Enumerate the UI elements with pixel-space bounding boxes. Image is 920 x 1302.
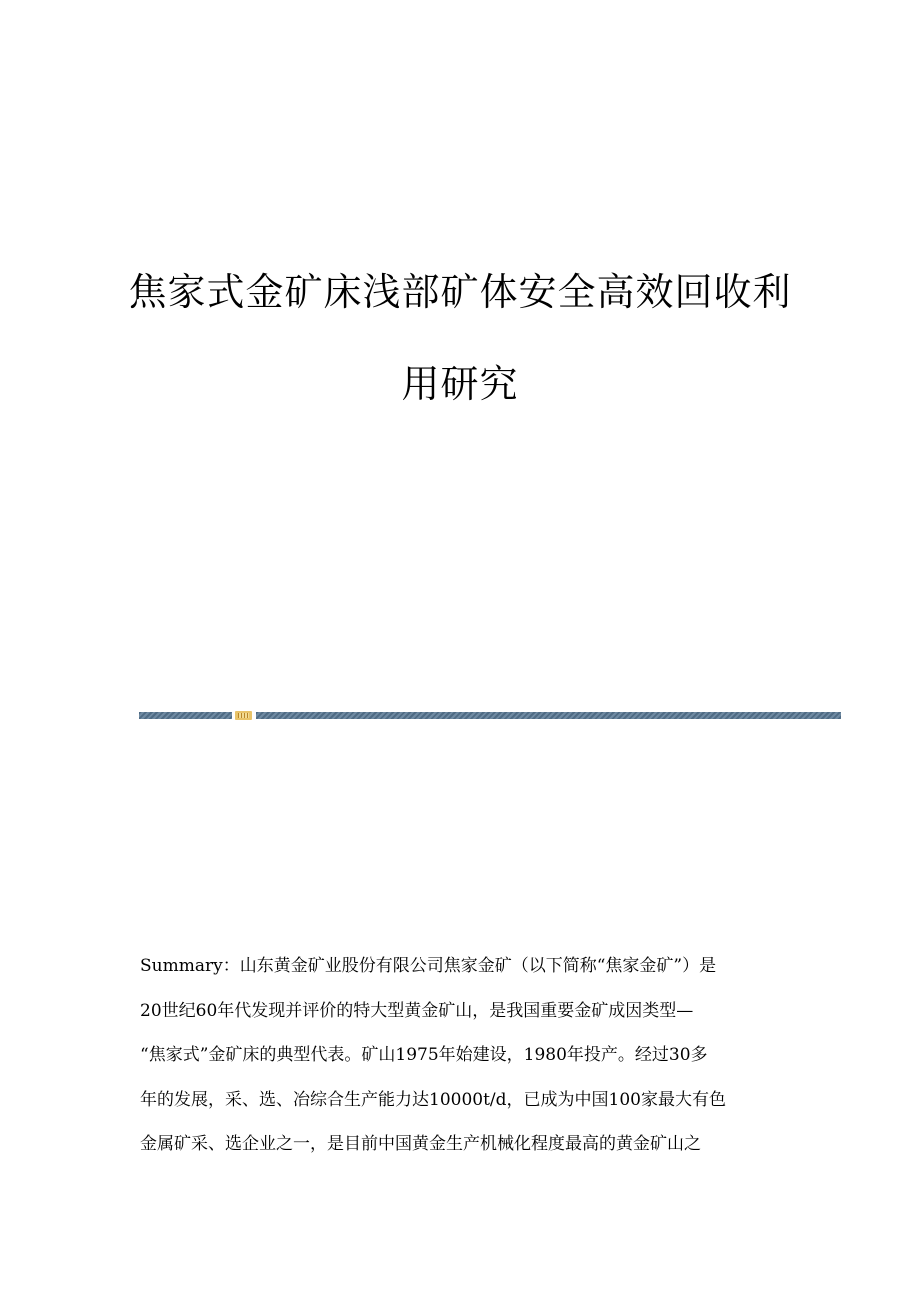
divider-left-bar bbox=[139, 712, 232, 719]
summary-paragraph bbox=[140, 954, 780, 1177]
divider-ornament-icon bbox=[235, 711, 252, 720]
summary-line-3: “焦家式”金矿床的典型代表。矿山1975年始建设，1980年投产。经过30多 bbox=[140, 1045, 708, 1066]
summary-line-2: 20世纪60年代发现并评价的特大型黄金矿山，是我国重要金矿成因类型— bbox=[140, 1000, 694, 1021]
document-title-line-1: 焦家式金矿床浅部矿体安全高效回收利 bbox=[128, 270, 792, 314]
summary-line-5: 金属矿采、选企业之一，是目前中国黄金生产机械化程度最高的黄金矿山之 bbox=[140, 1134, 701, 1155]
divider-right-bar bbox=[256, 712, 841, 719]
summary-line-4: 年的发展，采、选、冶综合生产能力达10000t/d，已成为中国100家最大有色 bbox=[140, 1089, 726, 1110]
summary-line-1: Summary：山东黄金矿业股份有限公司焦家金矿（以下简称“焦家金矿”）是 bbox=[140, 956, 717, 976]
decorative-divider bbox=[139, 711, 841, 720]
document-title-line-2: 用研究 bbox=[401, 362, 519, 406]
